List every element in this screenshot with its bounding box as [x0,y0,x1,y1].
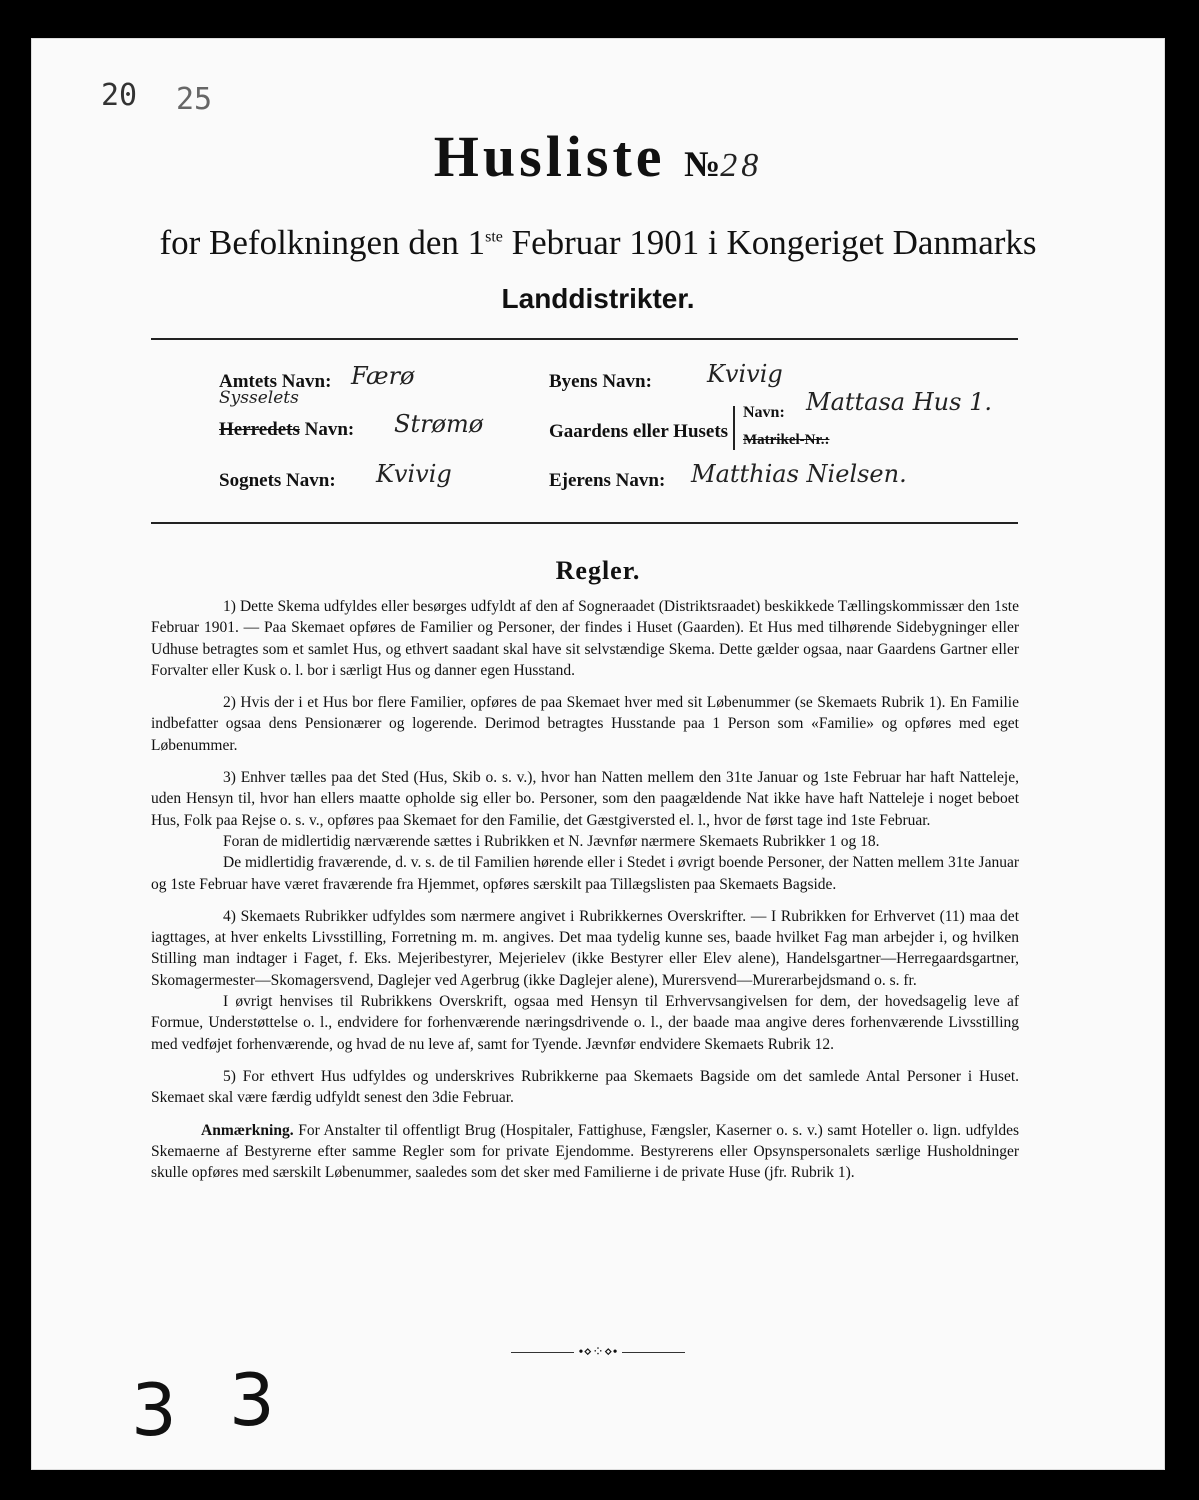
number-sign: № [684,144,721,184]
sogn-value: Kvivig [376,460,452,488]
rules-title: Regler. [555,556,641,585]
sogn-label: Sognets Navn: [219,470,336,491]
archive-stamp-right: 25 [176,82,213,117]
herred-label-struck: Herredets [219,419,300,440]
subtitle-sup: ste [485,228,503,246]
rule-paragraph: 3) Enhver tælles paa det Sted (Hus, Skib o. s. v.), hvor han Natten mellem den 31te Januar og 1ste Februar har haft Natteleje, uden Hensyn til, hvor han ellers maatte opholde sig eller bo. Personer, som den paagældende Nat ikke have haft Natteleje i noget beboet Hus, Folk paa Rejse o. s. v., opføres paa Skemaet for den Familie, det Gæstgiversted el. l., hvor de først tage ind 1ste Februar. [151,769,1019,829]
herred-pre: Sysselets [219,388,299,408]
archive-stamp-left: 20 [101,78,138,113]
census-form-page [31,38,1165,1470]
ornament [511,1343,685,1361]
list-number: 28 [720,147,763,184]
gaard-label: Gaardens eller Husets [549,421,729,442]
ornament-glyph: •⋄⁘⋄• [574,1345,621,1360]
amt-value: Færø [351,362,415,390]
gaard-brace [733,406,735,450]
rule-paragraph: Foran de midlertidig nærværende sættes i Rubrikken et N. Jævnfør nærmere Skemaets Rubrikker 1 og 18. [223,832,880,850]
title-main: Husliste [433,124,666,189]
herred-label [219,419,354,441]
gaard-navn-value: Mattasa Hus 1. [806,388,992,416]
rule-paragraph: 2) Hvis der i et Hus bor flere Familier, opføres de paa Skemaet hver med sit Løbenummer (se Skemaets Rubrik 1). En Familie indbefatter ogsaa dens Pensionærer og logerende. Derimod betragtes Husstande paa 1 Person som «Familie» og opføres med eget Løbenummer. [151,694,1019,754]
by-label: Byens Navn: [549,371,652,392]
note-label: Anmærkning. [201,1121,294,1139]
ejer-label: Ejerens Navn: [549,470,666,491]
rules-text [151,596,1019,1194]
handwritten-mark-left: 3 [131,1368,177,1452]
note-text: For Anstalter til offentligt Brug (Hospitaler, Fattighuse, Fængsler, Kaserner o. s. v.) samt Hoteller o. lign. udfyldes Skemaerne af Bestyrerne efter samme Regler som for private Ejendomme. Bestyrerens eller Opsynspersonalets særlige Husholdninger skulle opføres med særskilt Løbenummer, saaledes som det sker med Familierne i de private Huse (jfr. Rubrik 1). [151,1121,1019,1182]
subtitle [31,223,1165,263]
page-title [31,123,1165,190]
herred-label-rest: Navn: [299,419,355,440]
bottom-rule [151,522,1018,524]
rule-paragraph: 4) Skemaets Rubrikker udfyldes som nærmere angivet i Rubrikkernes Overskrifter. — I Rubrikken for Erhvervet (11) maa det iagttages, at hver enkelts Livsstilling, Forretning m. m. angives. Det maa tydelig kunne ses, baade hvilket Fag man arbejder i, og hvilken Stilling man indtager i Faget, f. Eks. Mejeribestyrer, Mejerielev (ikke Bestyrer eller Elev alene), Handelsgartner—Herregaardsgartner, Skomagermester—Skomagersvend, Daglejer ved Agerbrug (ikke Daglejer alene), Murersvend—Murerarbejdsmand o. s. fr. [151,907,1019,989]
by-value: Kvivig [707,360,783,388]
rule-paragraph: De midlertidig fraværende, d. v. s. de til Familien hørende eller i Stedet i øvrigt boende Personer, der Natten mellem 31te Januar og 1ste Februar have været fraværende fra Hjemmet, opføres særskilt paa Tillægslisten paa Skemaets Bagside. [151,854,1019,893]
subtitle-post: Februar 1901 i Kongeriget Danmarks [502,223,1037,262]
ejer-value: Matthias Nielsen. [691,460,907,488]
gaard-navn-label: Navn: [743,404,785,421]
note-paragraph [151,1120,1019,1184]
rule-paragraph: 1) Dette Skema udfyldes eller besørges udfyldt af den af Sogneraadet (Distriktsraadet) beskikkede Tællingskommissær den 1ste Februar 1901. — Paa Skemaet opføres de Familier og Personer, der findes i Huset (Gaarden). Et Hus med tilhørende Sidebygninger eller Udhuse betragtes som et samlet Hus, og ethvert saadant skal have sit selvstændige Skema. Dette gælder ogsaa, naar Gaardens Gartner eller Forvalter eller Kusk o. l. bor i særligt Hus og danner egen Husstand. [151,598,1019,679]
rule-paragraph: 5) For ethvert Hus udfyldes og underskrives Rubrikkerne paa Skemaets Bagside om det samlede Antal Personer i Huset. Skemaet skal være færdig udfyldt senest den 3die Februar. [151,1067,1019,1107]
herred-value: Strømø [394,410,484,438]
rule-paragraph: I øvrigt henvises til Rubrikkens Overskrift, ogsaa med Hensyn til Erhvervsangivelsen for dem, der hovedsagelig leve af Formue, Understøttelse o. l., endvidere for forhenværende næringsdrivende o. l., der baade maa angive deres forhenværende Livsstilling med vedføjet forhenværende, og hvad de nu leve af, samt for Tyende. Jævnfør endvidere Skemaets Rubrik 12. [151,993,1019,1053]
subtitle-pre: for Befolkningen den 1 [159,223,486,262]
top-rule [151,338,1018,340]
handwritten-mark-right: 3 [229,1358,275,1442]
district-heading: Landdistrikter. [501,283,695,314]
amt-label: Amtets Navn: [219,371,332,392]
gaard-matrikel-struck: Matrikel-Nr.: [743,432,830,448]
